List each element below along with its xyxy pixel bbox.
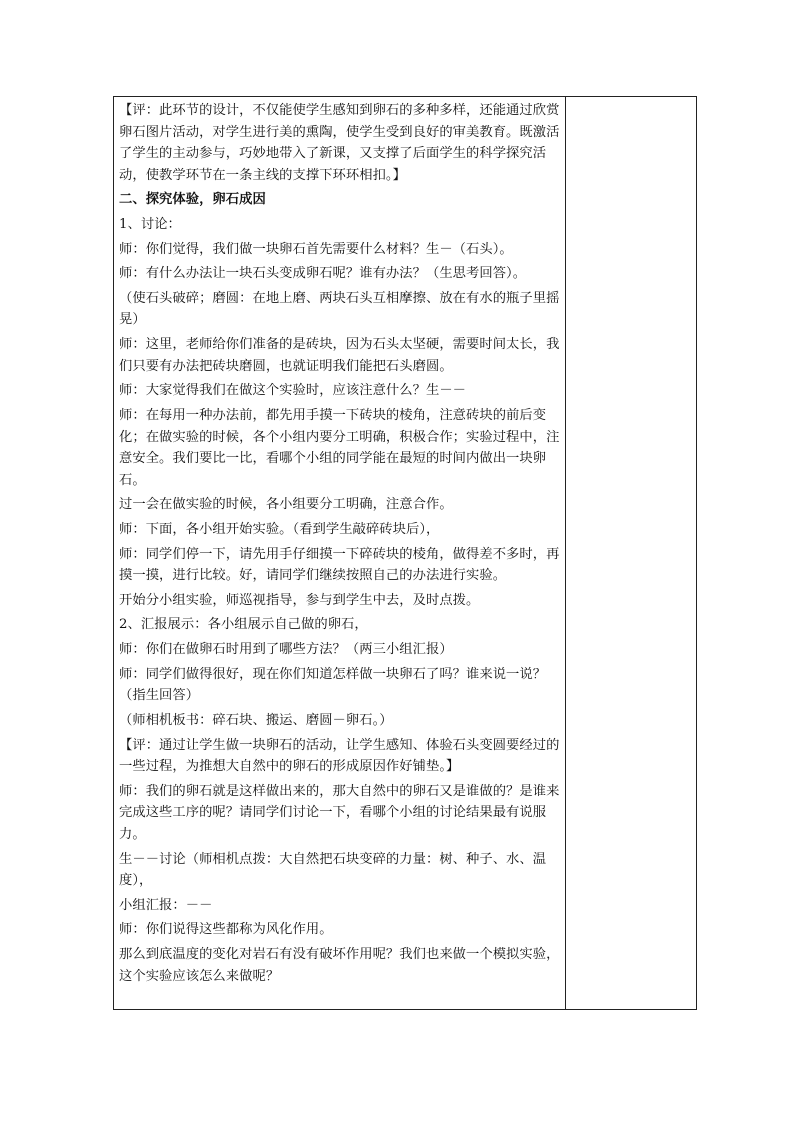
- dialogue-paragraph: 师：同学们停一下，请先用手仔细摸一下碎砖块的棱角，做得差不多时，再摸一摸，进行比较。好，请同学们继续按照自己的办法进行实验。: [119, 546, 560, 584]
- text-paragraph: 小组汇报：－－: [119, 897, 213, 913]
- dialogue-paragraph: 师：你们在做卵石时用到了哪些方法？（两三小组汇报）: [119, 642, 453, 658]
- notes-cell: [566, 97, 696, 1009]
- dialogue-paragraph: 生－－讨论（师相机点拨：大自然把石块变碎的力量：树、种子、水、温度），: [119, 851, 547, 889]
- dialogue-paragraph: 师：同学们做得很好，现在你们知道怎样做一块卵石了吗？谁来说一说？（指生回答）: [119, 666, 547, 704]
- subsection-label: 2、汇报展示：各小组展示自己做的卵石，: [119, 617, 368, 633]
- text-paragraph: 那么到底温度的变化对岩石有没有破坏作用呢？我们也来做一个模拟实验，这个实验应该怎么来做呢？: [119, 947, 560, 984]
- text-paragraph: 过一会在做实验的时候，各小组要分工明确，注意合作。: [119, 497, 453, 513]
- comment-paragraph: 【评：此环节的设计，不仅能使学生感知到卵石的多种多样，还能通过欣赏卵石图片活动，对学生进行美的熏陶，使学生受到良好的审美教育。既激活了学生的主动参与，巧妙地带入了新课，又支撑了后面学生的科学探究活动，使教学环节在一条主线的支撑下环环相扣。】: [119, 103, 560, 183]
- dialogue-paragraph: 师：有什么办法让一块石头变成卵石呢？谁有办法？（生思考回答）。: [119, 266, 527, 282]
- dialogue-paragraph: 师：你们说得这些都称为风化作用。: [119, 922, 333, 938]
- dialogue-paragraph: 师：下面，各小组开始实验。（看到学生敲碎砖块后），: [119, 521, 440, 537]
- dialogue-paragraph: 师：这里，老师给你们准备的是砖块，因为石头太坚硬，需要时间太长，我们只要有办法把砖块磨圆，也就证明我们能把石头磨圆。: [119, 337, 560, 374]
- dialogue-paragraph: 师：大家觉得我们在做这个实验时，应该注意什么？生－－: [119, 383, 467, 399]
- dialogue-paragraph: 师：你们觉得，我们做一块卵石首先需要什么材料？生－（石头）。: [119, 241, 513, 257]
- board-note-paragraph: （师相机板书：碎石块、搬运、磨圆－卵石。）: [119, 713, 393, 728]
- lesson-content-cell: [119, 100, 561, 990]
- note-paragraph: （使石头破碎；磨圆：在地上磨、两块石头互相摩擦、放在有水的瓶子里摇晃）: [119, 290, 560, 328]
- comment-paragraph: 【评：通过让学生做一块卵石的活动，让学生感知、体验石头变圆要经过的一些过程，为推想大自然中的卵石的形成原因作好铺垫。】: [119, 737, 560, 775]
- section-heading: 二、探究体验，卵石成因: [119, 192, 266, 208]
- lesson-table: [113, 96, 697, 1010]
- text-paragraph: 开始分小组实验，师巡视指导，参与到学生中去，及时点拨。: [119, 592, 480, 608]
- dialogue-paragraph: 师：我们的卵石就是这样做出来的，那大自然中的卵石又是谁做的？是谁来完成这些工序的呢？请同学们讨论一下，看哪个小组的讨论结果最有说服力。: [119, 783, 560, 842]
- subsection-label: 1、讨论：: [119, 216, 181, 232]
- dialogue-paragraph: 师：在每用一种办法前，都先用手摸一下砖块的棱角，注意砖块的前后变化；在做实验的时候，各个小组内要分工明确，积极合作；实验过程中，注意安全。我们要比一比，看哪个小组的同学能在最短的时间内做出一块卵石。: [119, 408, 560, 488]
